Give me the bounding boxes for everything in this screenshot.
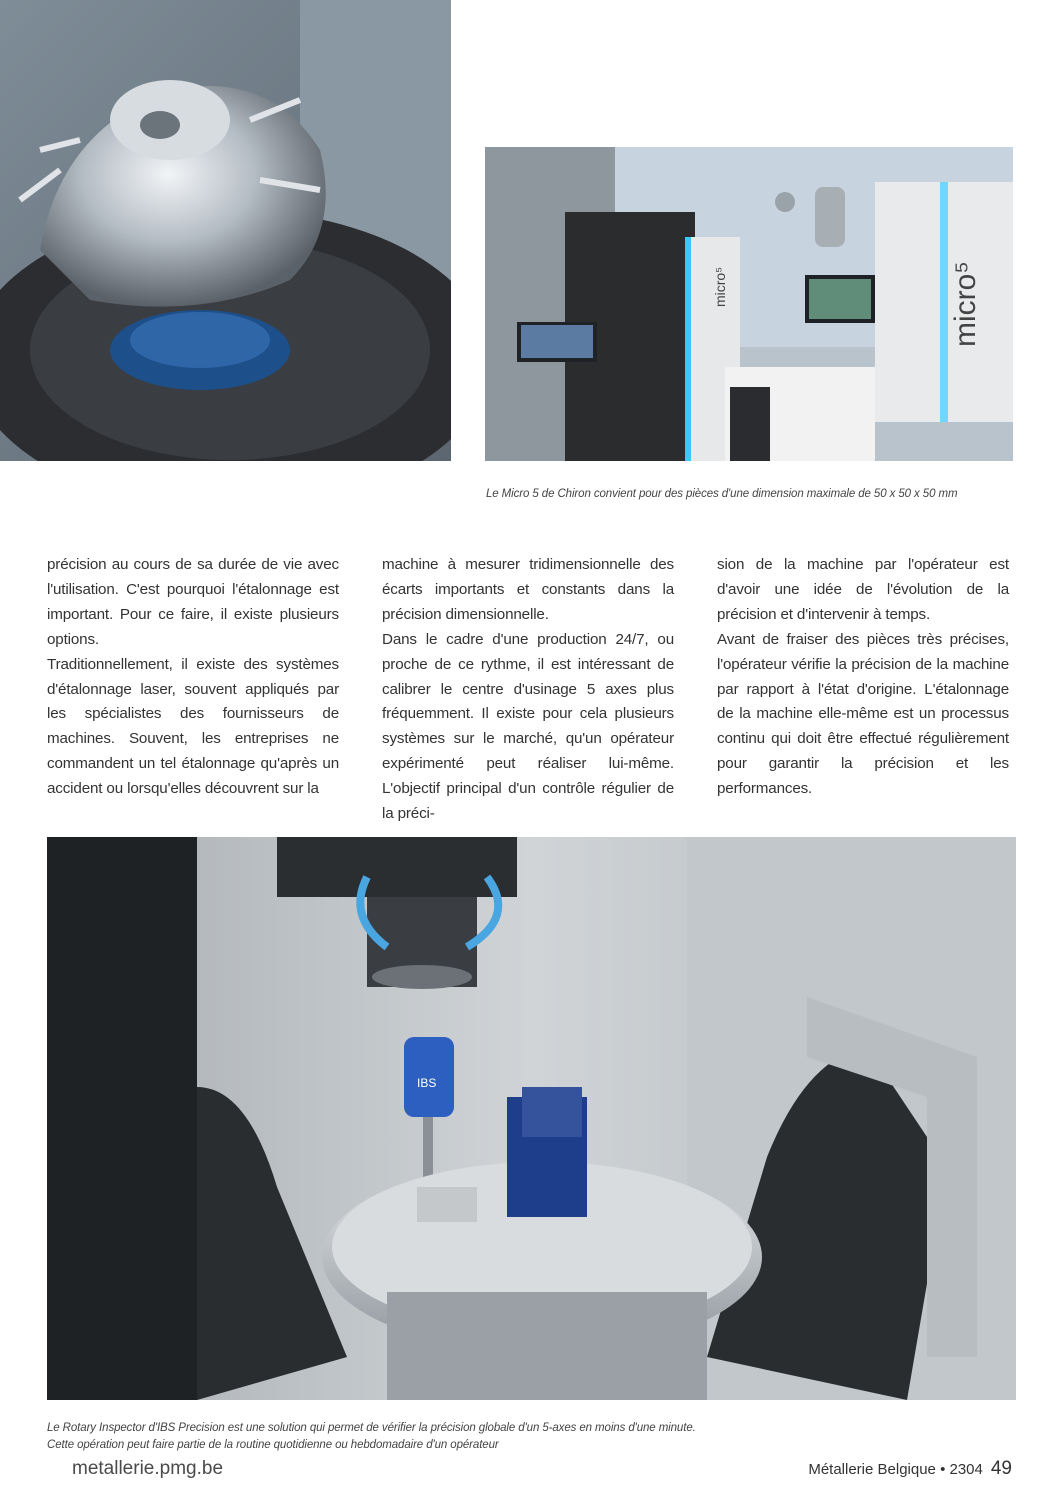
impeller-photo <box>0 0 451 461</box>
column-2-paragraph-2: Dans le cadre d'une production 24/7, ou proche de ce rythme, il est intéressant de calibrer le centre d'usinage 5 axes plus fréquemment. Il existe pour cela plusieurs systèmes sur le marché, qu'un opérateur expérimenté peut réaliser lui-même. L'objectif principal d'un contrôle régulier de la préci- <box>382 630 674 823</box>
footer-website-link[interactable]: metallerie.pmg.be <box>72 1458 224 1479</box>
column-3-paragraph-1: sion de la machine par l'opérateur est d'avoir une idée de l'évolution de la précision et d'intervenir à temps. <box>717 556 1009 623</box>
ibs-label: IBS <box>417 1076 437 1090</box>
page-number: 49 <box>990 1458 1012 1479</box>
publication-name: Métallerie Belgique • 2304 <box>808 1461 983 1478</box>
micro5-label-large: micro⁵ <box>949 261 982 347</box>
column-3-paragraph-2: Avant de fraiser des pièces très précises, l'opérateur vérifie la précision de la machine par rapport à l'état d'origine. L'étalonnage de la machine elle-même est un processus continu qui doit être effectué régulièrement pour garantir la précision et les performances. <box>717 630 1009 798</box>
footer-publication <box>808 1458 1012 1480</box>
bottom-photo-caption-line-1: Le Rotary Inspector d'IBS Precision est une solution qui permet de vérifier la précision globale d'un 5-axes en moins d'une minute. <box>47 1421 696 1434</box>
article-column-2 <box>382 553 674 827</box>
article-column-3 <box>717 553 1009 802</box>
micro5-machine-photo <box>485 147 1013 461</box>
column-2-paragraph-1: machine à mesurer tridimensionnelle des écarts importants et constants dans la précision dimensionnelle. <box>382 556 674 623</box>
rotary-inspector-photo <box>47 837 1016 1400</box>
bottom-photo-caption-line-2: Cette opération peut faire partie de la routine quotidienne ou hebdomadaire d'un opérateur <box>47 1438 499 1451</box>
column-1-paragraph-2: Traditionnellement, il existe des systèmes d'étalonnage laser, souvent appliqués par les spécialistes des fournisseurs de machines. Souvent, les entreprises ne commandent un tel étalonnage qu'après un accident ou lorsqu'elles découvrent sur la <box>47 655 339 798</box>
micro5-label-small: micro⁵ <box>712 266 728 307</box>
article-column-1 <box>47 553 339 802</box>
top-photo-caption: Le Micro 5 de Chiron convient pour des pièces d'une dimension maximale de 50 x 50 x 50 mm <box>486 487 958 500</box>
column-1-paragraph-1: précision au cours de sa durée de vie avec l'utilisation. C'est pourquoi l'étalonnage est important. Pour ce faire, il existe plusieurs options. <box>47 556 339 648</box>
